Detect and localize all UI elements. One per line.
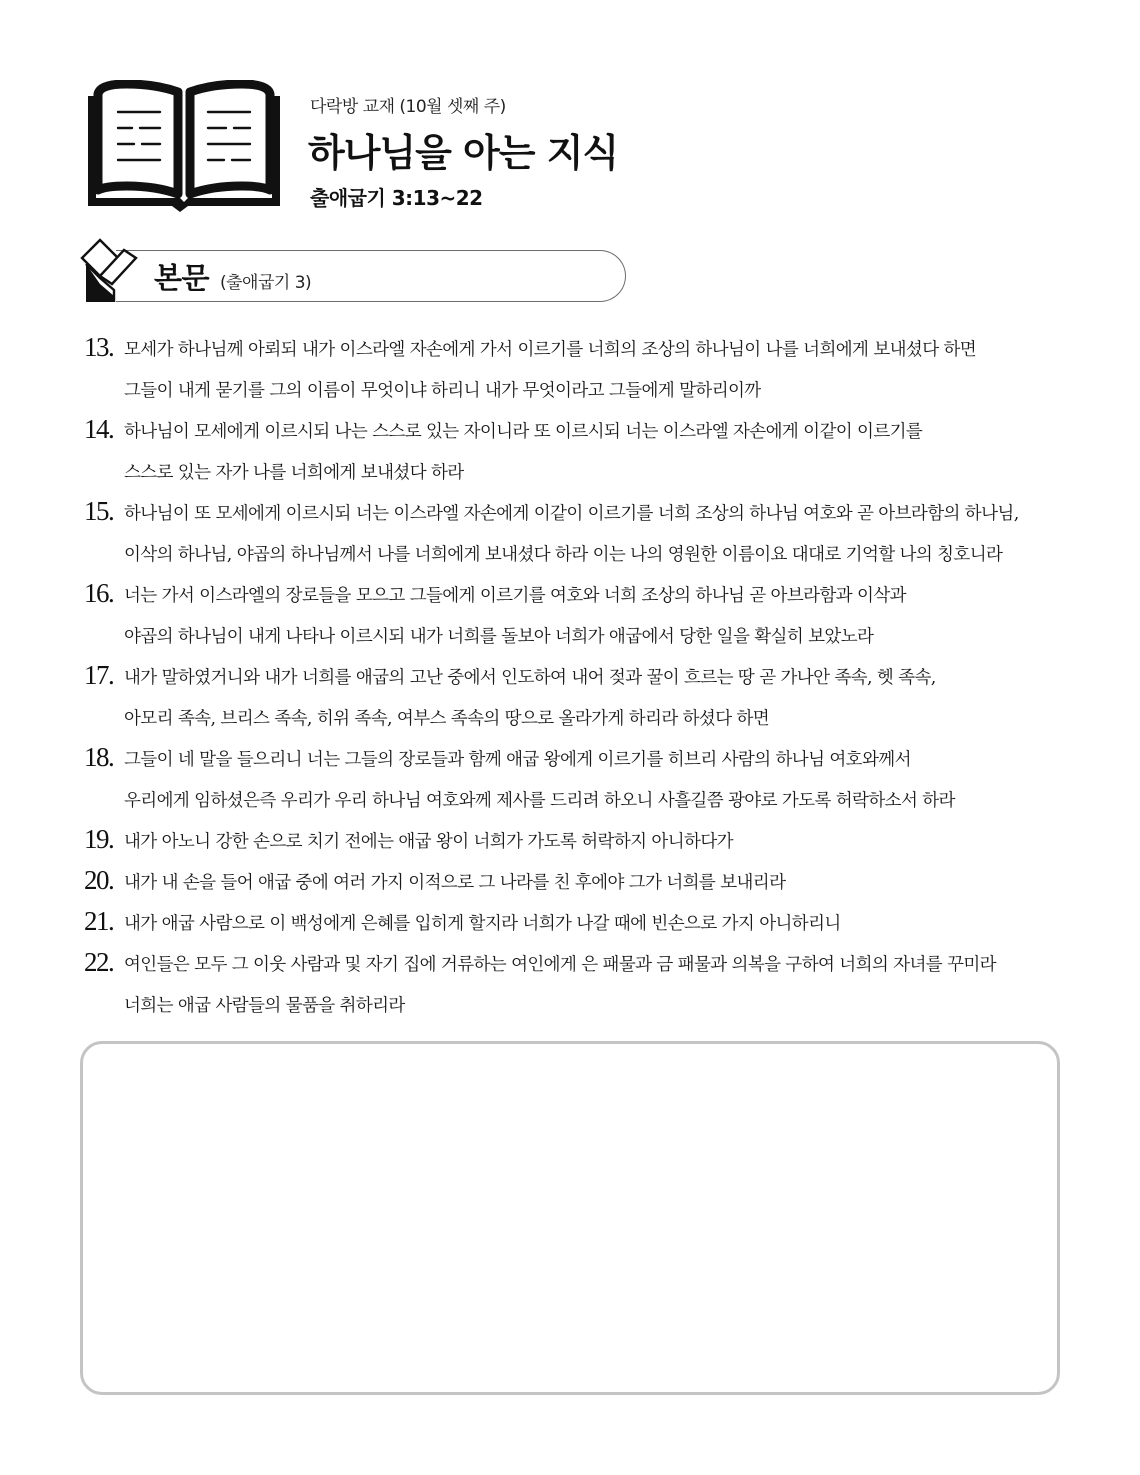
verse-text: 하나님이 모세에게 이르시되 나는 스스로 있는 자이니라 또 이르시되 너는 이스라엘 자손에게 이같이 이르기를 <box>124 422 923 442</box>
scripture-reference: 출애굽기 3:13~22 <box>310 186 483 210</box>
verse-text: 그들이 네 말을 들으리니 너는 그들의 장로들과 함께 애굽 왕에게 이르기를 히브리 사람의 하나님 여호와께서 <box>124 750 911 770</box>
verse-text: 이삭의 하나님, 야곱의 하나님께서 나를 너희에게 보내셨다 하라 이는 나의 영원한 이름이요 대대로 기억할 나의 칭호니라 <box>124 545 1003 565</box>
verse-number: 17. <box>84 660 114 690</box>
verse-text: 내가 말하였거니와 내가 너희를 애굽의 고난 중에서 인도하여 내어 젖과 꿀이 흐르는 땅 곧 가나안 족속, 헷 족속, <box>124 668 936 688</box>
verse-text: 내가 애굽 사람으로 이 백성에게 은혜를 입히게 할지라 너희가 나갈 때에 빈손으로 가지 아니하리니 <box>124 914 841 934</box>
page-title: 하나님을 아는 지식 <box>308 131 619 175</box>
verse-number: 13. <box>84 332 114 362</box>
verse-item <box>82 658 1092 740</box>
verse-text: 야곱의 하나님이 내게 나타나 이르시되 내가 너희를 돌보아 너희가 애굽에서 당한 일을 확실히 보았노라 <box>124 627 874 647</box>
section-header <box>78 238 630 308</box>
verse-item <box>82 945 1092 1027</box>
verse-item <box>82 576 1092 658</box>
verse-text: 스스로 있는 자가 나를 너희에게 보내셨다 하라 <box>124 463 464 483</box>
verse-text: 너희는 애굽 사람들의 물품을 취하리라 <box>124 996 405 1016</box>
verse-item <box>82 863 1092 904</box>
open-book-icon <box>86 80 282 214</box>
section-title: 본문 <box>154 261 210 295</box>
verse-text: 내가 내 손을 들어 애굽 중에 여러 가지 이적으로 그 나라를 친 후에야 그가 너희를 보내리라 <box>124 873 786 893</box>
verse-number: 19. <box>84 824 114 854</box>
verse-item <box>82 412 1092 494</box>
verse-text: 하나님이 또 모세에게 이르시되 너는 이스라엘 자손에게 이같이 이르기를 너희 조상의 하나님 여호와 곧 아브라함의 하나님, <box>124 504 1019 524</box>
verse-number: 22. <box>84 947 114 977</box>
verse-list <box>82 330 1092 1027</box>
verse-text: 모세가 하나님께 아뢰되 내가 이스라엘 자손에게 가서 이르기를 너희의 조상의 하나님이 나를 너희에게 보내셨다 하면 <box>124 340 977 360</box>
verse-item <box>82 740 1092 822</box>
verse-item <box>82 494 1092 576</box>
verse-item <box>82 330 1092 412</box>
verse-text: 아모리 족속, 브리스 족속, 히위 족속, 여부스 족속의 땅으로 올라가게 하리라 하셨다 하면 <box>124 709 770 729</box>
section-subtitle: (출애굽기 3) <box>220 273 312 293</box>
verse-number: 18. <box>84 742 114 772</box>
verse-number: 20. <box>84 865 114 895</box>
verse-text: 우리에게 임하셨은즉 우리가 우리 하나님 여호와께 제사를 드리려 하오니 사흘길쯤 광야로 가도록 허락하소서 하라 <box>124 791 955 811</box>
verse-text: 그들이 내게 묻기를 그의 이름이 무엇이냐 하리니 내가 무엇이라고 그들에게 말하리이까 <box>124 381 761 401</box>
verse-number: 14. <box>84 414 114 444</box>
notes-box <box>80 1041 1060 1395</box>
verse-text: 너는 가서 이스라엘의 장로들을 모으고 그들에게 이르기를 여호와 너희 조상의 하나님 곧 아브라함과 이삭과 <box>124 586 906 606</box>
verse-text: 여인들은 모두 그 이웃 사람과 및 자기 집에 거류하는 여인에게 은 패물과 금 패물과 의복을 구하여 너희의 자녀를 꾸미라 <box>124 955 996 975</box>
checkmark-diamond-icon <box>78 238 138 308</box>
verse-number: 21. <box>84 906 114 936</box>
verse-item <box>82 822 1092 863</box>
verse-number: 15. <box>84 496 114 526</box>
verse-item <box>82 904 1092 945</box>
header-subtitle: 다락방 교재 (10월 셋째 주) <box>310 97 506 117</box>
verse-text: 내가 아노니 강한 손으로 치기 전에는 애굽 왕이 너희가 가도록 허락하지 아니하다가 <box>124 832 733 852</box>
verse-number: 16. <box>84 578 114 608</box>
